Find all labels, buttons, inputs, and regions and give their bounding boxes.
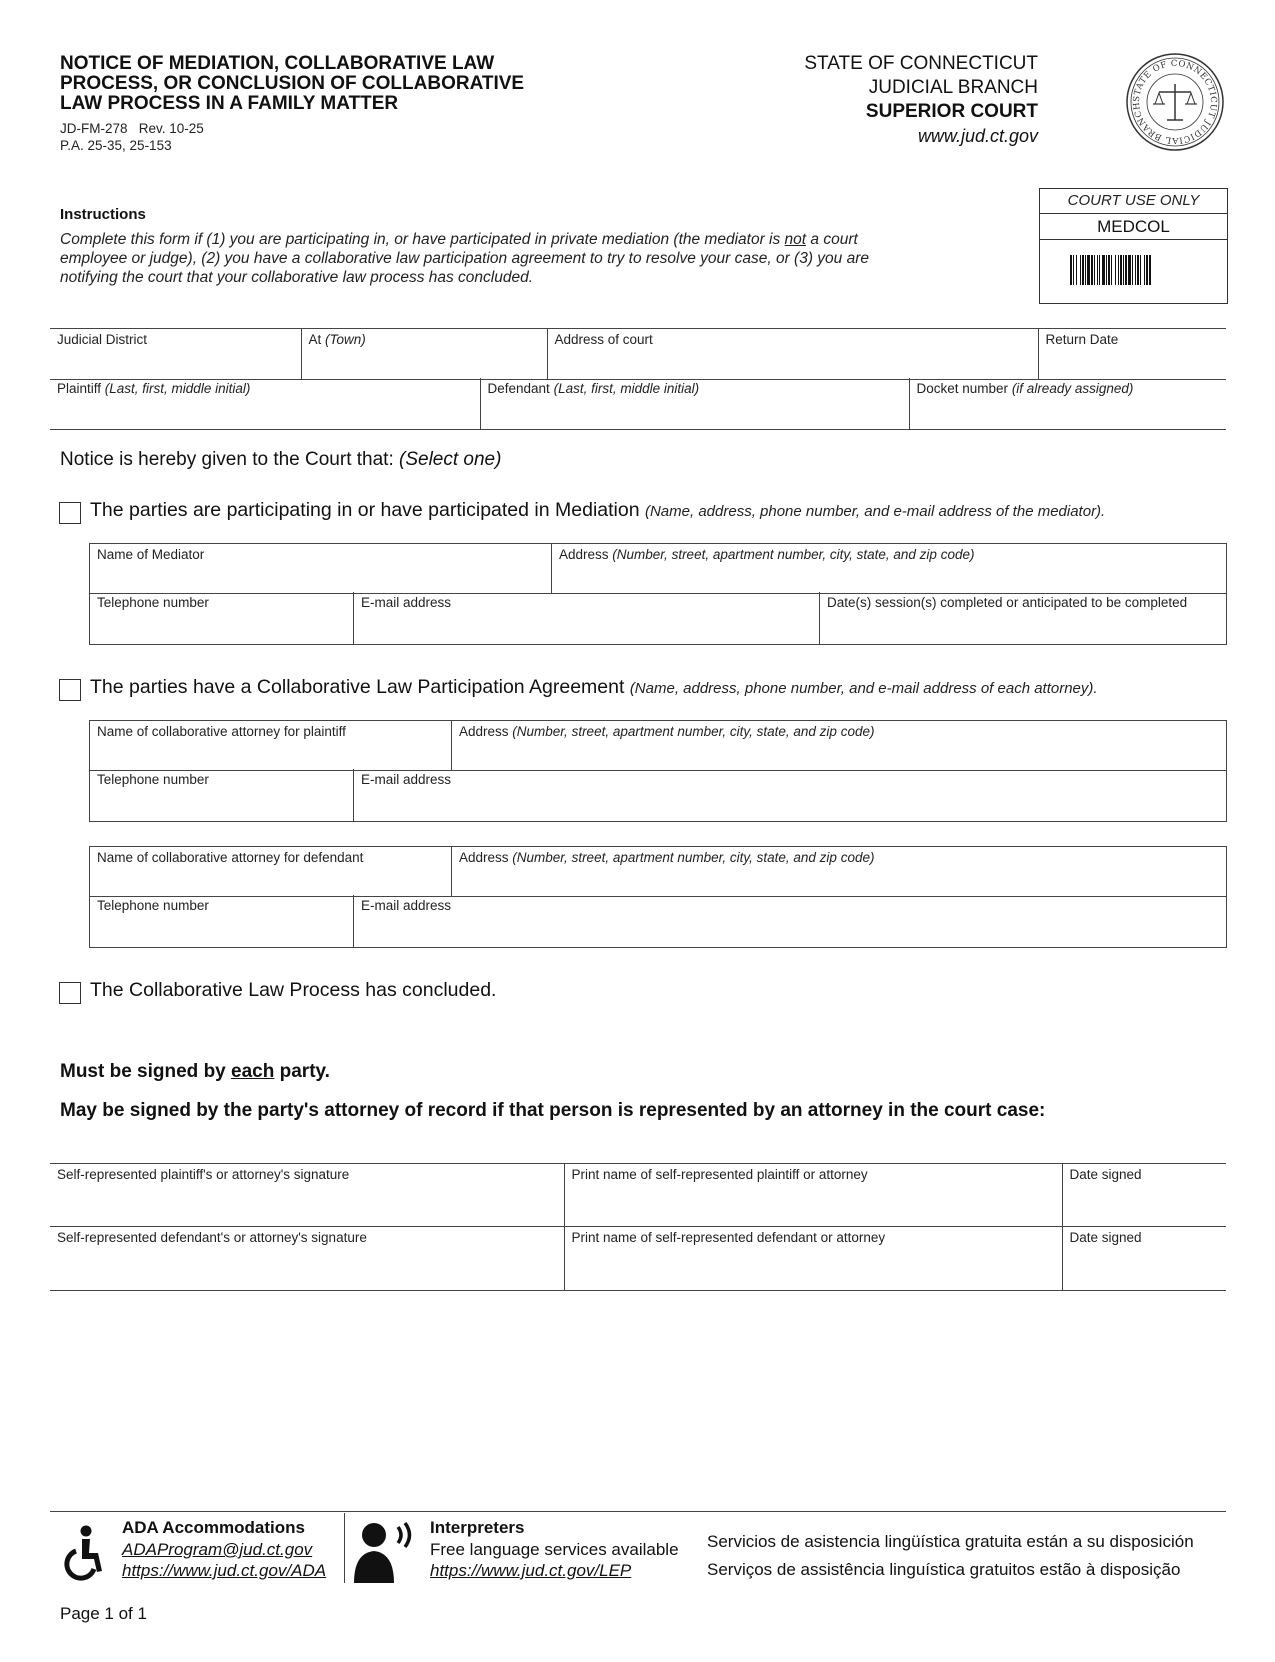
plaintiff-attorney-email-field[interactable] <box>354 769 1227 821</box>
return-date-field[interactable] <box>1038 329 1226 380</box>
docket-number-label: Docket number <box>916 381 1009 396</box>
case-info-table <box>50 328 1226 380</box>
return-date-label: Return Date <box>1045 332 1119 347</box>
interpreter-icon <box>352 1521 422 1583</box>
svg-text:STATE OF CONNECTICUT JUDICIAL: STATE OF CONNECTICUT JUDICIAL BRANCH <box>1131 58 1219 146</box>
plaintiff-attorney-address-label: Address <box>459 724 509 739</box>
defendant-signature-field[interactable] <box>50 1227 564 1291</box>
notice-statement <box>60 449 501 471</box>
instructions-text <box>60 230 880 287</box>
plaintiff-print-name-label: Print name of self-represented plaintiff or attorney <box>571 1167 868 1182</box>
spanish-language-notice: Servicios de asistencia lingüística gratuita están a su disposición <box>707 1532 1194 1551</box>
docket-number-field[interactable] <box>909 378 1226 429</box>
may-sign-statement: May be signed by the party's attorney of record if that person is represented by an attorney in the court case: <box>60 1100 1046 1121</box>
barcode-icon <box>1068 255 1198 285</box>
defendant-attorney-contact-table <box>89 895 1227 948</box>
defendant-label: Defendant <box>487 381 550 396</box>
plaintiff-attorney-phone-field[interactable] <box>90 769 354 821</box>
court-address-field[interactable] <box>547 329 1038 380</box>
mediator-address-note: (Number, street, apartment number, city, state, and zip code) <box>612 547 975 562</box>
defendant-label-note: (Last, first, middle initial) <box>553 381 700 396</box>
plaintiff-signature-label: Self-represented plaintiff's or attorney's signature <box>57 1167 350 1182</box>
mediator-email-field[interactable] <box>354 592 820 644</box>
defendant-signature-label: Self-represented defendant's or attorney's signature <box>57 1230 367 1245</box>
judicial-district-field[interactable] <box>50 329 301 380</box>
form-number: JD-FM-278 Rev. 10-25 <box>60 121 204 136</box>
court-use-code: MEDCOL <box>1040 214 1227 240</box>
footer-separator <box>344 1513 345 1583</box>
defendant-attorney-name-label: Name of collaborative attorney for defendant <box>97 850 364 865</box>
collaborative-option-text: The parties have a Collaborative Law Participation Agreement <box>90 676 630 698</box>
defendant-attorney-table <box>89 846 1227 897</box>
court-use-only-box <box>1039 188 1228 304</box>
court-name: SUPERIOR COURT <box>865 101 1038 122</box>
ada-heading: ADA Accommodations <box>122 1518 305 1537</box>
interpreters-heading: Interpreters <box>430 1518 525 1537</box>
plaintiff-attorney-address-field[interactable] <box>452 721 1227 771</box>
statute-reference: P.A. 25-35, 25-153 <box>60 138 172 153</box>
concluded-checkbox[interactable] <box>59 982 81 1004</box>
plaintiff-attorney-name-label: Name of collaborative attorney for plaintiff <box>97 724 346 739</box>
plaintiff-field[interactable] <box>50 378 480 429</box>
plaintiff-date-signed-field[interactable] <box>1062 1164 1226 1227</box>
must-sign-text-2: party. <box>274 1061 330 1082</box>
defendant-field[interactable] <box>480 378 909 429</box>
defendant-attorney-address-label: Address <box>459 850 509 865</box>
plaintiff-attorney-table <box>89 720 1227 771</box>
page-number: Page 1 of 1 <box>60 1604 147 1623</box>
defendant-attorney-phone-field[interactable] <box>90 895 354 947</box>
court-use-heading: COURT USE ONLY <box>1040 189 1227 214</box>
mediation-option-label <box>90 499 1105 522</box>
must-sign-statement <box>60 1061 330 1083</box>
plaintiff-attorney-address-note: (Number, street, apartment number, city, state, and zip code) <box>512 724 875 739</box>
collaborative-option-note: (Name, address, phone number, and e-mail address of each attorney). <box>629 680 1098 697</box>
state-name: STATE OF CONNECTICUT <box>804 53 1038 74</box>
mediator-phone-field[interactable] <box>90 592 354 644</box>
instructions-emphasis: not <box>784 231 807 248</box>
defendant-date-signed-label: Date signed <box>1069 1230 1142 1245</box>
interpreters-text: Free language services available <box>430 1540 679 1559</box>
mediation-checkbox[interactable] <box>59 502 81 524</box>
mediator-dates-field[interactable] <box>820 592 1227 644</box>
court-address-label: Address of court <box>554 332 653 347</box>
ada-email-link[interactable]: ADAProgram@jud.ct.gov <box>122 1540 313 1559</box>
court-header <box>804 52 1038 148</box>
parties-table <box>50 378 1226 430</box>
plaintiff-date-signed-label: Date signed <box>1069 1167 1142 1182</box>
collaborative-option-label <box>90 676 1098 699</box>
title-line-3: LAW PROCESS IN A FAMILY MATTER <box>60 93 399 114</box>
town-label: At <box>308 332 322 347</box>
form-number-block <box>60 120 204 154</box>
plaintiff-attorney-email-label: E-mail address <box>361 772 452 787</box>
website: www.jud.ct.gov <box>917 126 1038 146</box>
instructions-text-part1: Complete this form if (1) you are participating in, or have participated in private mediation (the mediator is <box>60 231 785 248</box>
collaborative-checkbox[interactable] <box>59 679 81 701</box>
concluded-option-label: The Collaborative Law Process has concluded. <box>90 979 497 1001</box>
instructions-text-part2: a court employee or judge), (2) you have a collaborative law participation agreement to try to resolve your case, or (3) you are notifying the court that your collaborative law process has concluded. <box>60 231 869 286</box>
plaintiff-attorney-name-field[interactable] <box>90 721 452 771</box>
town-field[interactable] <box>301 329 547 380</box>
defendant-attorney-name-field[interactable] <box>90 847 452 897</box>
plaintiff-signature-field[interactable] <box>50 1164 564 1227</box>
docket-number-label-note: (if already assigned) <box>1011 381 1134 396</box>
mediation-option-text: The parties are participating in or have participated in Mediation <box>90 499 645 521</box>
judicial-seal-icon <box>1125 52 1225 152</box>
defendant-date-signed-field[interactable] <box>1062 1227 1226 1291</box>
mediator-address-field[interactable] <box>552 544 1227 594</box>
defendant-attorney-phone-label: Telephone number <box>97 898 209 913</box>
portuguese-language-notice: Serviços de assistência linguística gratuitos estão à disposição <box>707 1560 1181 1579</box>
plaintiff-attorney-phone-label: Telephone number <box>97 772 209 787</box>
mediator-contact-table <box>89 592 1227 645</box>
footer-divider <box>50 1511 1226 1512</box>
form-title <box>60 54 620 114</box>
mediator-address-label: Address <box>559 547 609 562</box>
instructions-heading: Instructions <box>60 206 146 223</box>
defendant-attorney-email-label: E-mail address <box>361 898 452 913</box>
branch-name: JUDICIAL BRANCH <box>868 77 1038 98</box>
defendant-attorney-address-note: (Number, street, apartment number, city, state, and zip code) <box>512 850 875 865</box>
mediator-phone-label: Telephone number <box>97 595 209 610</box>
must-sign-emphasis: each <box>231 1061 275 1082</box>
mediator-name-label: Name of Mediator <box>97 547 205 562</box>
mediation-option-note: (Name, address, phone number, and e-mail address of the mediator). <box>644 503 1106 520</box>
notice-text: Notice is hereby given to the Court that: <box>60 449 400 470</box>
ada-url-link[interactable]: https://www.jud.ct.gov/ADA <box>122 1561 327 1580</box>
title-line-1: NOTICE OF MEDIATION, COLLABORATIVE LAW <box>60 53 495 74</box>
interpreters-url-link[interactable]: https://www.jud.ct.gov/LEP <box>430 1561 632 1580</box>
accessibility-icon <box>60 1525 106 1581</box>
signature-table <box>50 1163 1226 1291</box>
plaintiff-print-name-field[interactable] <box>564 1164 1062 1227</box>
mediator-name-field[interactable] <box>90 544 552 594</box>
defendant-attorney-email-field[interactable] <box>354 895 1227 947</box>
defendant-print-name-label: Print name of self-represented defendant or attorney <box>571 1230 886 1245</box>
town-label-note: (Town) <box>325 332 366 347</box>
mediator-dates-label: Date(s) session(s) completed or anticipated to be completed <box>827 595 1188 610</box>
title-line-2: PROCESS, OR CONCLUSION OF COLLABORATIVE <box>60 73 525 94</box>
must-sign-text-1: Must be signed by <box>60 1061 232 1082</box>
defendant-print-name-field[interactable] <box>564 1227 1062 1291</box>
mediator-table <box>89 543 1227 594</box>
judicial-district-label: Judicial District <box>57 332 148 347</box>
plaintiff-attorney-contact-table <box>89 769 1227 822</box>
defendant-attorney-address-field[interactable] <box>452 847 1227 897</box>
plaintiff-label: Plaintiff <box>57 381 102 396</box>
mediator-email-label: E-mail address <box>361 595 452 610</box>
notice-note: (Select one) <box>399 449 502 470</box>
plaintiff-label-note: (Last, first, middle initial) <box>104 381 251 396</box>
